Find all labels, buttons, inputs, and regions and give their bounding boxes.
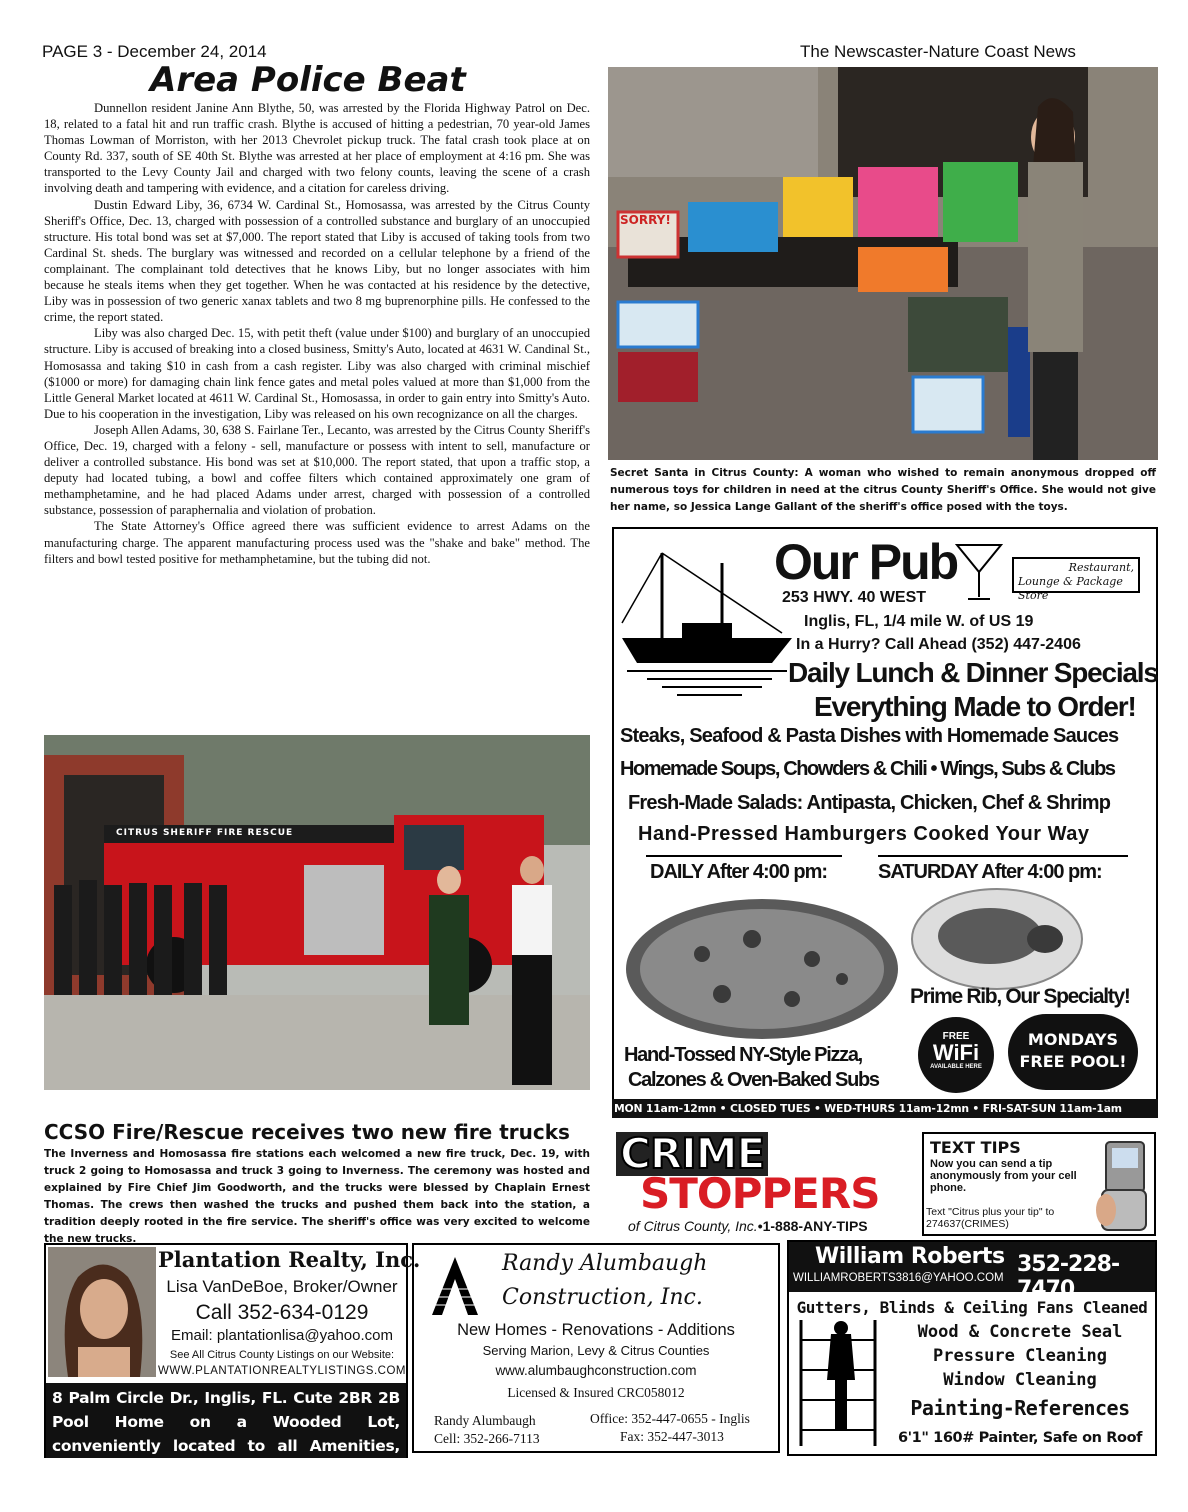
- crime-stoppers-org: of Citrus County, Inc.: [628, 1218, 758, 1234]
- free-pool-text: FREE POOL!: [1019, 1052, 1127, 1071]
- game-box-label: SORRY!: [620, 213, 671, 227]
- article-paragraph: Dunnellon resident Janine Ann Blythe, 50, was arrested by the Florida Highway Patrol on Dec. 18, related to a fatal hit and run traffic crash. Blythe is accused of hitting a pedestrian, 70 year-old James Thomas Lowman of Morriston, with her 2013 Chevrolet pickup truck. The fatal crash took place at on County Rd. 337, south of SE 40th St. Blythe was arrested at her place of employment at 4:16 pm. She was transported to the Levy County Jail and charged with two felony counts, leaving the scene of a crash involving death and tampering with evidence, and a citation for careless driving.: [44, 101, 590, 196]
- article-paragraph: Liby was also charged Dec. 15, with petit theft (value under $100) and burglary of an unoccupied structure. Liby is accused of breaking into a closed business, Smitty's Auto, located at 4631 W. Candinal St., Homosassa and taking $10 in cash from a cash register. Liby was also charged with criminal mischief ($1000 or more) for damaging chain link fence gates and metal poles valued at more than $1,000 from the Little General Market located at 4611 W. Cardinal St., Homosassa, in order to gain entry into Smitty's Auto. Due to his cooperation in the investigation, Liby was released on his own recognizance on all the charges.: [44, 326, 590, 421]
- william-painter-note: 6'1" 160# Painter, Safe on Roof: [897, 1430, 1143, 1446]
- crime-stoppers-phone: •1-888-ANY-TIPS: [757, 1218, 868, 1234]
- article-title: Area Police Beat: [150, 60, 466, 100]
- pub-location: Inglis, FL, 1/4 mile W. of US 19: [804, 613, 1034, 630]
- wifi-free-text: FREE: [942, 1031, 970, 1042]
- cocktail-icon: [954, 537, 1004, 607]
- stoppers-word: STOPPERS: [640, 1169, 880, 1218]
- realty-see-listings: See All Citrus County Listings on our Website:: [169, 1349, 395, 1361]
- crime-stoppers-logo: [614, 1129, 904, 1237]
- realty-listing-ad: 8 Palm Circle Dr., Inglis, FL. Cute 2BR 2B Pool Home on a Wooded Lot, conveniently located to all Amenities, ONLY $162,000.: [46, 1383, 406, 1458]
- text-tips-box: [922, 1132, 1156, 1236]
- prime-rib-illustration: [910, 884, 1084, 994]
- pub-address: 253 HWY. 40 WEST: [782, 589, 927, 606]
- randy-office: Office: 352-447-0655 - Inglis: [590, 1411, 750, 1426]
- william-service-painting: Painting-References: [910, 1396, 1130, 1420]
- realty-email: Email: plantationlisa@yahoo.com: [170, 1327, 393, 1344]
- plantation-realty-ad: [44, 1243, 421, 1479]
- pub-headline-2: Everything Made to Order!: [814, 691, 1136, 722]
- pizza-illustration: [622, 894, 902, 1044]
- william-email: WILLIAMROBERTS3816@YAHOO.COM: [793, 1272, 1004, 1284]
- text-tips-instructions: Text "Citrus plus your tip" to 274637(CRIMES): [926, 1206, 1055, 1230]
- secret-santa-photo: [608, 67, 1158, 460]
- crime-stoppers-sub: [628, 1218, 868, 1234]
- randy-website: www.alumbaughconstruction.com: [495, 1363, 697, 1378]
- pub-menu-line-1: Steaks, Seafood & Pasta Dishes with Homemade Sauces: [620, 725, 1119, 747]
- construction-logo-icon: [430, 1255, 480, 1317]
- fire-caption: The Inverness and Homosassa fire stations each welcomed a new fire truck, Dec. 19, with truck 2 going to Homosassa and truck 3 going to Inverness. The ceremony was hosted and explained by Fire Chief Jim Goodworth, and the trucks were blessed by Chaplain Ernest Thomas. The crews then washed the trucks and pushed them back into the station, a tradition deeply rooted in the fire service. The sheriff's office was very excited to welcome the new trucks.: [44, 1148, 590, 1245]
- article-paragraph: Dustin Edward Liby, 36, 6734 W. Cardinal St., Homosassa, was arrested by the Citrus County Sheriff's Office, Dec. 13, charged with possession of a controlled substance and burglary of an unoccupied structure. His total bond was set at $7,000. The report stated that Liby is accused of taking tools from two Cardinal St. sheds. The burglary was witnessed and recorded on a cellular telephone by a friend of the complainant. The complainant told detectives that he knows Liby, but no longer associates with him because he steals items when they get together. When he was contacted at his residence by the detective, Liby was in possession of two generic xanax tablets and two 8 mg buprenorphine pills. He confessed to the crime, the report stated.: [44, 197, 590, 325]
- wifi-available-text: AVAILABLE HERE: [930, 1064, 982, 1070]
- randy-fax: Fax: 352-447-3013: [620, 1429, 724, 1444]
- pub-tagline-1: Restaurant,: [1068, 561, 1134, 574]
- pub-daily-label: DAILY After 4:00 pm:: [650, 861, 828, 883]
- our-pub-ad: [612, 527, 1158, 1101]
- fire-headline: CCSO Fire/Rescue receives two new fire trucks: [44, 1120, 570, 1144]
- william-name: William Roberts: [815, 1244, 1005, 1269]
- william-service-gutters: Gutters, Blinds & Ceiling Fans Cleaned: [796, 1298, 1148, 1317]
- boat-illustration: [622, 543, 792, 703]
- mondays-pool-badge: [1008, 1014, 1138, 1090]
- william-roberts-ad: [787, 1240, 1157, 1456]
- cell-phone-icon: [1092, 1140, 1152, 1232]
- page-header-right: The Newscaster-Nature Coast News: [800, 42, 1076, 61]
- randy-cell: Cell: 352-266-7113: [434, 1431, 540, 1446]
- william-service-pressure: Pressure Cleaning: [933, 1346, 1107, 1366]
- pub-tagline-box: [1012, 557, 1140, 602]
- randy-contact-name: Randy Alumbaugh: [434, 1413, 536, 1428]
- text-tips-body: Now you can send a tip anonymously from your cell phone.: [930, 1158, 1077, 1194]
- pub-pizza-line-2: Calzones & Oven-Baked Subs: [628, 1069, 879, 1091]
- crime-word: CRIME: [616, 1132, 768, 1176]
- randy-name-heading: Randy Alumbaugh: [502, 1251, 708, 1276]
- divider: [646, 855, 842, 857]
- william-header-bar: [789, 1242, 1155, 1302]
- william-service-window: Window Cleaning: [943, 1370, 1097, 1390]
- fire-truck-photo: [44, 735, 590, 1090]
- randy-services: New Homes - Renovations - Additions: [457, 1321, 735, 1339]
- alumbaugh-construction-ad: [412, 1243, 780, 1453]
- pub-headline-1: Daily Lunch & Dinner Specials: [788, 657, 1158, 688]
- randy-serving: Serving Marion, Levy & Citrus Counties: [482, 1343, 710, 1358]
- toys-photo-illustration: [608, 67, 1158, 460]
- fire-truck-illustration: [44, 735, 590, 1090]
- pub-menu-line-2: Homemade Soups, Chowders & Chili • Wings, Subs & Clubs: [620, 758, 1115, 780]
- page-header-left: PAGE 3 - December 24, 2014: [42, 42, 267, 61]
- article-paragraph: Joseph Allen Adams, 30, 638 S. Fairlane Ter., Lecanto, was arrested by the Citrus County Sheriff's Office, Dec. 19, charged with a felony - sell, manufacture or possess with intent to sell, manufacture or deliver a controlled substance. His bond was set at $10,000. The report stated, that upon a traffic stop, a deputy had located tubing, a bowl and coffee filters which contained approximately one gram of methamphetamine, and he had placed Adams under arrest, charged with possession of a controlled substance, possession of paraphernalia and violation of probation.: [44, 422, 590, 518]
- mondays-text: MONDAYS: [1027, 1030, 1119, 1049]
- realty-website: WWW.PLANTATIONREALTYLISTINGS.COM: [158, 1365, 406, 1377]
- realty-broker: Lisa VanDeBoe, Broker/Owner: [166, 1277, 398, 1296]
- pub-name: Our Pub: [774, 534, 958, 590]
- randy-company: Construction, Inc.: [502, 1285, 703, 1310]
- truck-label: CITRUS SHERIFF FIRE RESCUE: [116, 828, 294, 838]
- pub-hours-bar: MON 11am-12mn • CLOSED TUES • WED-THURS 11am-12mn • FRI-SAT-SUN 11am-1am: [612, 1099, 1158, 1118]
- pub-menu-line-4: Hand-Pressed Hamburgers Cooked Your Way: [638, 823, 1090, 845]
- police-beat-article: [44, 100, 590, 567]
- painter-ladder-icon: [791, 1320, 885, 1446]
- pub-saturday-label: SATURDAY After 4:00 pm:: [878, 861, 1102, 883]
- wifi-badge: [918, 1017, 994, 1093]
- wifi-icon: WiFi: [932, 1040, 980, 1065]
- divider: [878, 855, 1128, 857]
- pub-prime-rib: Prime Rib, Our Specialty!: [910, 985, 1130, 1008]
- pub-tagline-2: Lounge & Package Store: [1018, 575, 1123, 602]
- pub-call-ahead: In a Hurry? Call Ahead (352) 447-2406: [796, 636, 1081, 653]
- randy-license: Licensed & Insured CRC058012: [507, 1385, 685, 1400]
- pub-menu-line-3: Fresh-Made Salads: Antipasta, Chicken, Chef & Shrimp: [628, 792, 1111, 814]
- realty-phone: Call 352-634-0129: [195, 1301, 369, 1324]
- secret-santa-caption: Secret Santa in Citrus County: A woman who wished to remain anonymous dropped off numerous toys for children in need at the citrus County Sheriff's Office. She would not give her name, so Jessica Lange Gallant of the sheriff's office posed with the toys.: [610, 467, 1156, 513]
- realty-name: Plantation Realty, Inc.: [158, 1247, 421, 1272]
- text-tips-title: TEXT TIPS: [930, 1138, 1021, 1157]
- william-phone: 352-228-7470: [1017, 1252, 1120, 1302]
- agent-photo: [48, 1247, 156, 1377]
- william-service-seal: Wood & Concrete Seal: [917, 1322, 1123, 1342]
- pub-pizza-line-1: Hand-Tossed NY-Style Pizza,: [624, 1044, 862, 1066]
- article-paragraph: The State Attorney's Office agreed there was sufficient evidence to arrest Adams on the manufacturing charge. The apparent manufacturing process used was the "shake and bake" method. The filters and bowl tested positive for methamphetamine, but the tubing did not.: [44, 519, 590, 566]
